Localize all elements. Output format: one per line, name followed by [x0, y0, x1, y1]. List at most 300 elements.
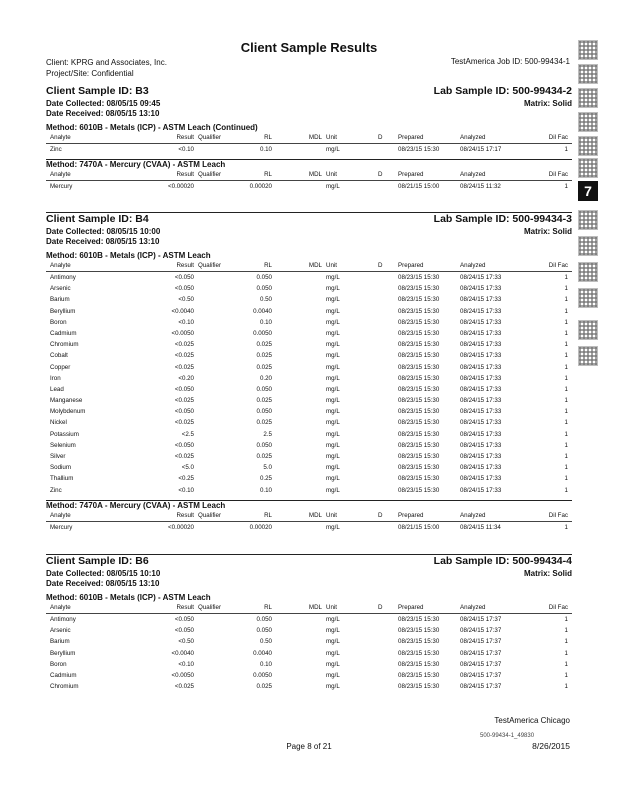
column-header-prepared: Prepared [398, 134, 424, 141]
cell-rl: 0.050 [256, 408, 272, 416]
cell-dil: 1 [564, 318, 568, 326]
column-header-qualifier: Qualifier [198, 604, 222, 611]
column-header-prepared: Prepared [398, 511, 424, 519]
cell-result: <5.0 [181, 464, 194, 472]
cell-dil: 1 [564, 419, 568, 427]
cell-prepared: 08/23/15 15:30 [398, 397, 440, 405]
column-header-dil: Dil Fac [548, 511, 568, 519]
cell-result: <0.10 [178, 318, 194, 326]
column-header-dil: Dil Fac [548, 604, 568, 611]
cell-unit: mg/L [326, 671, 340, 679]
cell-prepared: 08/23/15 15:30 [398, 649, 440, 657]
table-row [46, 440, 572, 451]
table-row [46, 417, 572, 428]
matrix: Matrix: Solid [523, 99, 572, 108]
table-row [46, 384, 572, 395]
column-header-d: D [378, 171, 383, 179]
cell-dil: 1 [564, 660, 568, 668]
cell-analyte: Lead [50, 385, 64, 393]
table-row [46, 429, 572, 440]
cell-prepared: 08/23/15 15:30 [398, 660, 440, 668]
table-row [46, 406, 572, 417]
table-row [46, 659, 572, 670]
qr-code-icon [578, 158, 598, 178]
cell-result: <0.10 [178, 146, 194, 153]
column-header-unit: Unit [326, 171, 338, 179]
cell-result: <0.050 [174, 616, 194, 623]
table-row [46, 362, 572, 373]
cell-analyzed: 08/24/15 17:33 [460, 397, 502, 405]
method-title: Method: 7470A - Mercury (CVAA) - ASTM Leach [46, 500, 226, 510]
table-row [46, 328, 572, 339]
cell-result: <0.0050 [171, 671, 194, 679]
column-header-mdl: MDL [308, 262, 322, 269]
cell-analyte: Antimony [50, 274, 76, 281]
cell-dil: 1 [564, 683, 568, 691]
cell-analyte: Nickel [50, 419, 67, 427]
date-received: Date Received: 08/05/15 13:10 [46, 109, 160, 118]
column-header-prepared: Prepared [398, 604, 424, 611]
cell-analyzed: 08/24/15 17:33 [460, 475, 502, 483]
cell-dil: 1 [564, 441, 568, 449]
cell-rl: 0.10 [259, 318, 272, 326]
column-header-prepared: Prepared [398, 171, 424, 179]
column-header-rl: RL [264, 171, 272, 179]
cell-analyzed: 08/24/15 17:33 [460, 329, 502, 337]
cell-analyte: Copper [50, 363, 71, 371]
cell-analyzed: 08/24/15 17:37 [460, 671, 502, 679]
lab-sample-id: Lab Sample ID: 500-99434-3 [433, 213, 572, 225]
cell-dil: 1 [564, 341, 568, 349]
method-block [46, 251, 572, 496]
cell-analyte: Mercury [50, 183, 73, 191]
cell-unit: mg/L [326, 307, 340, 315]
footer-page-number: Page 8 of 21 [286, 742, 332, 751]
cell-result: <0.025 [174, 453, 194, 460]
cell-rl: 0.50 [259, 296, 272, 304]
sample-id-row [46, 213, 572, 227]
cell-unit: mg/L [326, 475, 340, 483]
cell-unit: mg/L [326, 374, 340, 382]
cell-analyzed: 08/24/15 17:33 [460, 453, 502, 460]
cell-unit: mg/L [326, 419, 340, 427]
cell-dil: 1 [564, 146, 568, 153]
cell-result: <0.025 [174, 683, 194, 691]
cell-analyzed: 08/24/15 17:37 [460, 649, 502, 657]
cell-dil: 1 [564, 671, 568, 679]
cell-analyte: Arsenic [50, 285, 71, 293]
cell-prepared: 08/23/15 15:30 [398, 486, 440, 494]
qr-code-icon [578, 112, 598, 132]
footer-lab-name: TestAmerica Chicago [494, 716, 570, 725]
cell-unit: mg/L [326, 464, 340, 472]
table-row [46, 181, 572, 192]
qr-code-icon [578, 236, 598, 256]
cell-dil: 1 [564, 523, 568, 531]
client-name: Client: KPRG and Associates, Inc. [46, 58, 167, 67]
cell-result: <0.050 [174, 441, 194, 449]
sample-id-row [46, 85, 572, 99]
column-header-d: D [378, 604, 383, 611]
cell-prepared: 08/23/15 15:30 [398, 374, 440, 382]
table-row [46, 614, 572, 625]
cell-unit: mg/L [326, 441, 340, 449]
table-row [46, 395, 572, 406]
table-row [46, 648, 572, 659]
table-row [46, 681, 572, 692]
cell-dil: 1 [564, 274, 568, 281]
cell-unit: mg/L [326, 486, 340, 494]
cell-unit: mg/L [326, 274, 340, 281]
cell-analyte: Boron [50, 318, 67, 326]
cell-unit: mg/L [326, 523, 340, 531]
cell-unit: mg/L [326, 397, 340, 405]
cell-prepared: 08/23/15 15:30 [398, 385, 440, 393]
column-header-unit: Unit [326, 262, 338, 269]
cell-prepared: 08/23/15 15:30 [398, 146, 440, 153]
cell-result: <0.050 [174, 408, 194, 416]
method-title: Method: 6010B - Metals (ICP) - ASTM Leach [46, 593, 211, 602]
cell-result: <0.50 [178, 638, 194, 646]
table-row [46, 272, 572, 283]
table-row [46, 339, 572, 350]
column-headers [46, 133, 572, 144]
cell-prepared: 08/23/15 15:30 [398, 627, 440, 635]
date-collected: Date Collected: 08/05/15 10:10 [46, 569, 161, 578]
cell-analyzed: 08/24/15 17:33 [460, 296, 502, 304]
cell-analyzed: 08/24/15 17:33 [460, 318, 502, 326]
method-title: Method: 6010B - Metals (ICP) - ASTM Leach (Continued) [46, 123, 258, 132]
method-block [46, 159, 572, 192]
column-header-analyte: Analyte [50, 171, 71, 179]
table-row [46, 636, 572, 647]
cell-unit: mg/L [326, 183, 340, 191]
date-received-row [46, 237, 572, 247]
page-title: Client Sample Results [240, 40, 378, 55]
cell-analyzed: 08/24/15 17:33 [460, 363, 502, 371]
cell-result: <0.050 [174, 385, 194, 393]
cell-analyte: Selenium [50, 441, 76, 449]
cell-analyzed: 08/24/15 17:33 [460, 408, 502, 416]
method-block [46, 123, 572, 155]
cell-dil: 1 [564, 430, 568, 438]
cell-dil: 1 [564, 649, 568, 657]
cell-analyzed: 08/24/15 17:33 [460, 352, 502, 360]
client-sample-id: Client Sample ID: B6 [46, 555, 149, 567]
lab-sample-id: Lab Sample ID: 500-99434-4 [433, 555, 572, 567]
cell-prepared: 08/23/15 15:30 [398, 475, 440, 483]
column-header-analyte: Analyte [50, 604, 71, 611]
column-header-result: Result [176, 604, 194, 611]
column-header-analyzed: Analyzed [460, 171, 486, 179]
cell-analyzed: 08/24/15 17:17 [460, 146, 502, 153]
column-header-prepared: Prepared [398, 262, 424, 269]
date-received-row [46, 579, 572, 589]
cell-dil: 1 [564, 627, 568, 635]
cell-result: <0.0040 [171, 649, 194, 657]
cell-rl: 0.0040 [253, 307, 272, 315]
column-header-result: Result [176, 262, 194, 269]
cell-analyzed: 08/24/15 11:34 [460, 523, 501, 531]
qr-code-icon [578, 40, 598, 60]
cell-prepared: 08/23/15 15:30 [398, 441, 440, 449]
column-headers [46, 511, 572, 522]
date-collected-row [46, 227, 572, 237]
cell-prepared: 08/23/15 15:30 [398, 341, 440, 349]
cell-result: <0.025 [174, 397, 194, 405]
cell-dil: 1 [564, 616, 568, 623]
cell-dil: 1 [564, 352, 568, 360]
section-tab[interactable]: 7 [578, 181, 598, 201]
matrix: Matrix: Solid [523, 569, 572, 578]
table-row [46, 522, 572, 533]
cell-rl: 0.050 [256, 274, 272, 281]
cell-result: <0.025 [174, 363, 194, 371]
cell-rl: 0.0040 [253, 649, 272, 657]
cell-dil: 1 [564, 453, 568, 460]
cell-result: <0.10 [178, 486, 194, 494]
cell-prepared: 08/23/15 15:30 [398, 352, 440, 360]
cell-analyte: Barium [50, 638, 70, 646]
cell-analyzed: 08/24/15 17:33 [460, 441, 502, 449]
header-client-info [46, 57, 167, 79]
project-site: Project/Site: Confidential [46, 69, 134, 78]
cell-analyte: Zinc [50, 146, 62, 153]
sample-id-row [46, 555, 572, 569]
cell-analyzed: 08/24/15 17:37 [460, 616, 502, 623]
method-title: Method: 7470A - Mercury (CVAA) - ASTM Leach [46, 160, 226, 170]
date-received: Date Received: 08/05/15 13:10 [46, 579, 160, 588]
table-row [46, 317, 572, 328]
cell-dil: 1 [564, 408, 568, 416]
cell-dil: 1 [564, 285, 568, 293]
sample-section [46, 554, 572, 692]
cell-rl: 0.025 [256, 397, 272, 405]
cell-prepared: 08/23/15 15:30 [398, 683, 440, 691]
table-row [46, 670, 572, 681]
column-header-result: Result [176, 171, 194, 179]
footer-doc-code: 500-99434-1_49830 [480, 733, 535, 739]
sample-section [46, 212, 572, 533]
client-sample-id: Client Sample ID: B4 [46, 213, 149, 225]
column-header-unit: Unit [326, 604, 338, 611]
column-header-unit: Unit [326, 134, 338, 141]
column-header-rl: RL [264, 262, 272, 269]
cell-result: <0.050 [174, 627, 194, 635]
method-title: Method: 6010B - Metals (ICP) - ASTM Leach [46, 251, 211, 260]
cell-rl: 0.050 [256, 627, 272, 635]
column-header-mdl: MDL [308, 511, 322, 519]
cell-unit: mg/L [326, 627, 340, 635]
cell-rl: 0.0050 [253, 671, 272, 679]
column-header-analyzed: Analyzed [460, 511, 486, 519]
cell-analyte: Silver [50, 453, 66, 460]
column-header-d: D [378, 511, 383, 519]
qr-code-icon [578, 210, 598, 230]
cell-result: <0.00020 [168, 523, 194, 531]
cell-rl: 0.10 [259, 146, 272, 153]
cell-rl: 0.025 [256, 363, 272, 371]
cell-analyte: Antimony [50, 616, 76, 623]
cell-rl: 0.050 [256, 285, 272, 293]
qr-code-icon [578, 262, 598, 282]
cell-dil: 1 [564, 475, 568, 483]
cell-rl: 0.025 [256, 341, 272, 349]
column-header-dil: Dil Fac [548, 262, 568, 269]
cell-analyte: Mercury [50, 523, 73, 531]
cell-analyte: Iron [50, 374, 61, 382]
column-header-dil: Dil Fac [548, 171, 568, 179]
cell-rl: 0.050 [256, 441, 272, 449]
cell-analyzed: 08/24/15 17:33 [460, 464, 502, 472]
cell-result: <0.00020 [168, 183, 194, 191]
cell-dil: 1 [564, 329, 568, 337]
cell-unit: mg/L [326, 430, 340, 438]
cell-unit: mg/L [326, 683, 340, 691]
column-header-rl: RL [264, 511, 272, 519]
column-header-analyzed: Analyzed [460, 134, 486, 141]
cell-result: <0.025 [174, 341, 194, 349]
cell-rl: 0.025 [256, 419, 272, 427]
cell-rl: 0.25 [259, 475, 272, 483]
cell-analyte: Barium [50, 296, 70, 304]
cell-analyte: Cadmium [50, 671, 77, 679]
method-block [46, 593, 572, 692]
column-header-rl: RL [264, 134, 272, 141]
column-headers [46, 261, 572, 272]
cell-analyzed: 08/24/15 11:32 [460, 183, 501, 191]
cell-unit: mg/L [326, 318, 340, 326]
cell-analyzed: 08/24/15 17:33 [460, 274, 502, 281]
cell-result: <0.10 [178, 660, 194, 668]
cell-result: <0.050 [174, 274, 194, 281]
column-header-qualifier: Qualifier [198, 262, 222, 269]
cell-dil: 1 [564, 374, 568, 382]
cell-analyzed: 08/24/15 17:33 [460, 430, 502, 438]
cell-unit: mg/L [326, 285, 340, 293]
cell-analyte: Zinc [50, 486, 62, 494]
cell-prepared: 08/23/15 15:30 [398, 408, 440, 416]
cell-prepared: 08/23/15 15:30 [398, 307, 440, 315]
cell-rl: 0.10 [259, 486, 272, 494]
cell-prepared: 08/23/15 15:30 [398, 285, 440, 293]
cell-prepared: 08/23/15 15:30 [398, 616, 440, 623]
cell-rl: 0.0050 [253, 329, 272, 337]
column-header-mdl: MDL [308, 171, 322, 179]
cell-dil: 1 [564, 464, 568, 472]
cell-analyzed: 08/24/15 17:33 [460, 486, 502, 494]
cell-analyzed: 08/24/15 17:37 [460, 683, 502, 691]
qr-code-icon [578, 320, 598, 340]
cell-unit: mg/L [326, 341, 340, 349]
date-collected: Date Collected: 08/05/15 09:45 [46, 99, 161, 108]
cell-analyzed: 08/24/15 17:37 [460, 627, 502, 635]
column-header-analyte: Analyte [50, 134, 71, 141]
cell-result: <2.5 [181, 430, 194, 438]
cell-dil: 1 [564, 296, 568, 304]
cell-unit: mg/L [326, 352, 340, 360]
cell-analyzed: 08/24/15 17:33 [460, 341, 502, 349]
column-header-qualifier: Qualifier [198, 511, 222, 519]
cell-prepared: 08/21/15 15:00 [398, 183, 440, 191]
qr-code-icon [578, 136, 598, 156]
cell-rl: 0.025 [256, 683, 272, 691]
column-header-analyzed: Analyzed [460, 604, 486, 611]
table-row [46, 350, 572, 361]
cell-prepared: 08/23/15 15:30 [398, 296, 440, 304]
table-row [46, 625, 572, 636]
cell-unit: mg/L [326, 363, 340, 371]
cell-rl: 0.00020 [249, 183, 272, 191]
cell-analyte: Manganese [50, 397, 83, 405]
date-collected-row [46, 99, 572, 109]
cell-analyzed: 08/24/15 17:37 [460, 638, 502, 646]
date-collected: Date Collected: 08/05/15 10:00 [46, 227, 161, 236]
cell-prepared: 08/23/15 15:30 [398, 430, 440, 438]
method-block [46, 500, 572, 533]
cell-analyte: Boron [50, 660, 67, 668]
cell-prepared: 08/23/15 15:30 [398, 329, 440, 337]
date-collected-row [46, 569, 572, 579]
cell-dil: 1 [564, 183, 568, 191]
cell-rl: 2.5 [263, 430, 272, 438]
column-header-analyzed: Analyzed [460, 262, 486, 269]
cell-prepared: 08/23/15 15:30 [398, 363, 440, 371]
cell-analyzed: 08/24/15 17:33 [460, 285, 502, 293]
table-row [46, 144, 572, 155]
cell-prepared: 08/23/15 15:30 [398, 671, 440, 679]
qr-code-icon [578, 288, 598, 308]
cell-dil: 1 [564, 638, 568, 646]
cell-dil: 1 [564, 486, 568, 494]
cell-result: <0.50 [178, 296, 194, 304]
cell-prepared: 08/23/15 15:30 [398, 274, 440, 281]
cell-analyte: Sodium [50, 464, 71, 472]
cell-analyte: Beryllium [50, 307, 76, 315]
column-header-d: D [378, 134, 383, 141]
cell-analyzed: 08/24/15 17:37 [460, 660, 502, 668]
table-row [46, 451, 572, 462]
cell-unit: mg/L [326, 408, 340, 416]
qr-code-icon [578, 88, 598, 108]
cell-unit: mg/L [326, 649, 340, 657]
column-header-d: D [378, 262, 383, 269]
column-headers [46, 603, 572, 614]
table-row [46, 294, 572, 305]
client-sample-id: Client Sample ID: B3 [46, 85, 149, 97]
table-row [46, 473, 572, 484]
qr-code-icon [578, 64, 598, 84]
date-received: Date Received: 08/05/15 13:10 [46, 237, 160, 246]
cell-analyte: Chromium [50, 341, 79, 349]
cell-rl: 0.025 [256, 352, 272, 360]
cell-result: <0.025 [174, 352, 194, 360]
cell-analyte: Arsenic [50, 627, 71, 635]
column-header-rl: RL [264, 604, 272, 611]
cell-rl: 0.025 [256, 453, 272, 460]
cell-analyte: Molybdenum [50, 408, 86, 416]
cell-analyzed: 08/24/15 17:33 [460, 374, 502, 382]
column-header-dil: Dil Fac [548, 134, 568, 141]
cell-analyte: Beryllium [50, 649, 76, 657]
qr-code-icon [578, 346, 598, 366]
column-header-analyte: Analyte [50, 262, 71, 269]
cell-rl: 0.050 [256, 385, 272, 393]
matrix: Matrix: Solid [523, 227, 572, 236]
cell-unit: mg/L [326, 146, 340, 153]
cell-unit: mg/L [326, 385, 340, 393]
cell-unit: mg/L [326, 660, 340, 668]
